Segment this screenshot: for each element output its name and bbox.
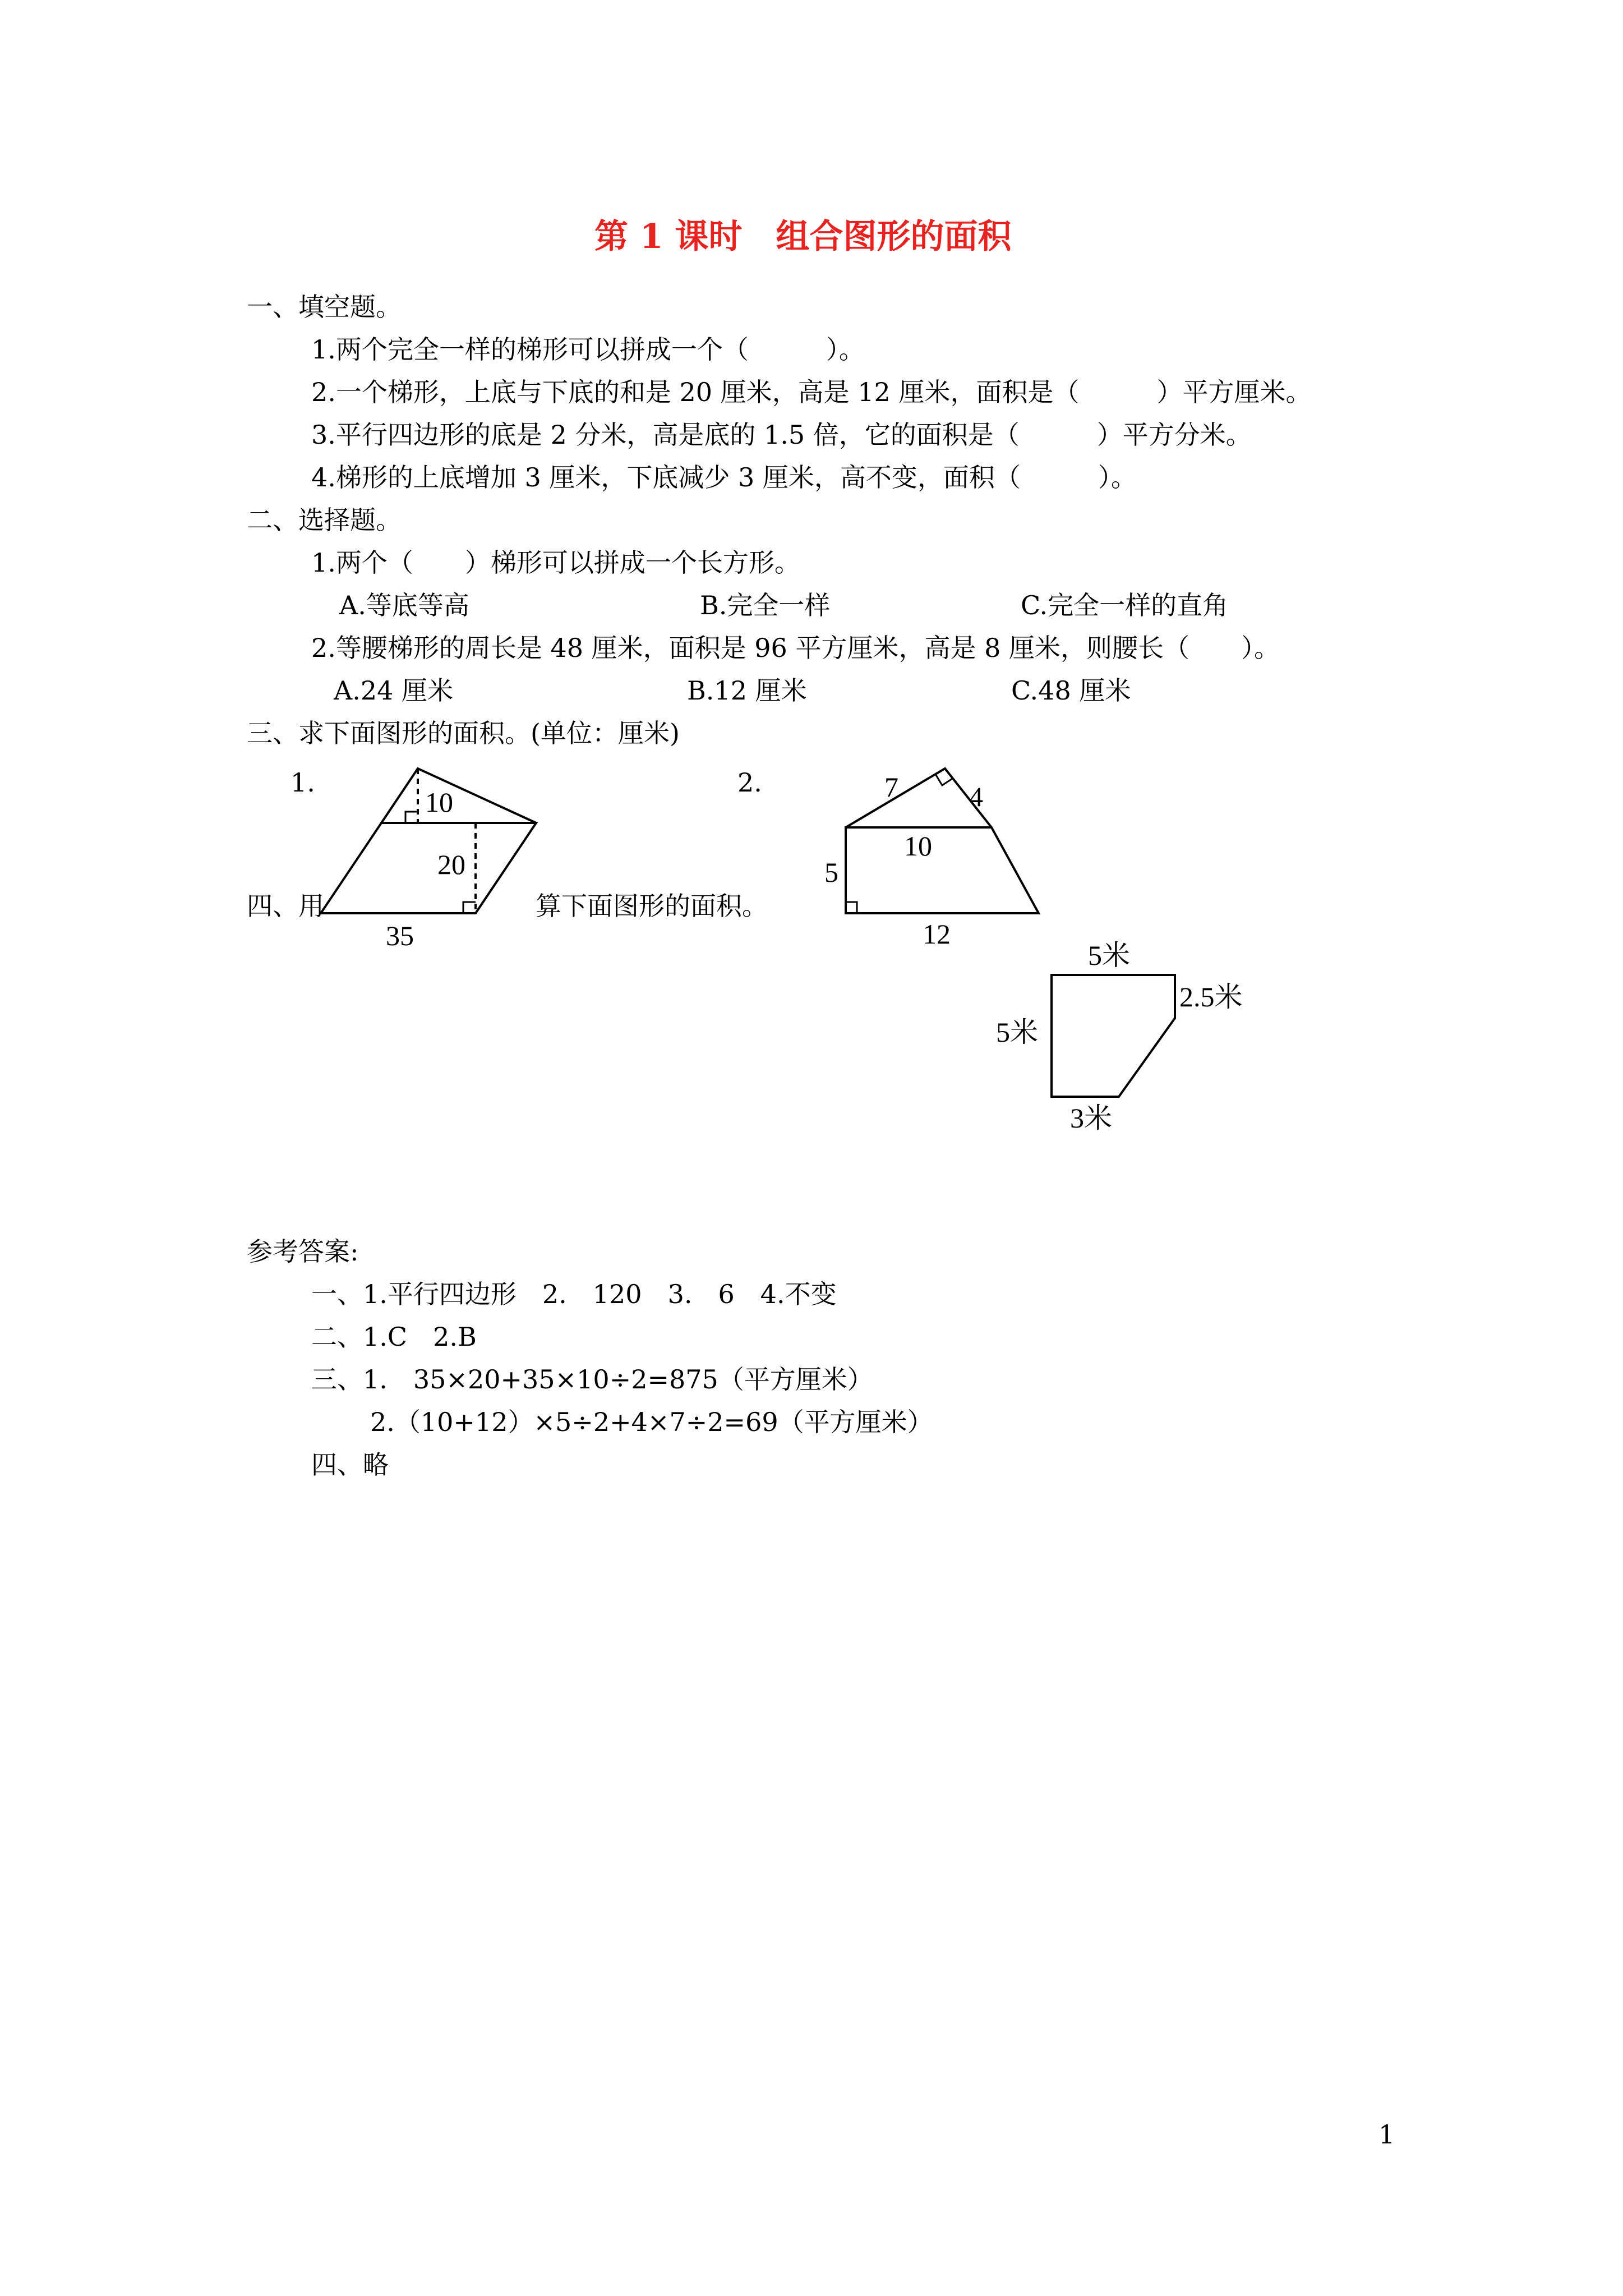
section2-q2-option-b: B.12 厘米 xyxy=(687,675,807,706)
figure2-label-leg-4: 4 xyxy=(969,781,983,812)
answers-heading: 参考答案: xyxy=(247,1236,359,1267)
section3-heading: 三、求下面图形的面积。(单位：厘米) xyxy=(247,718,680,748)
page-title: 第 1 课时 组合图形的面积 xyxy=(594,217,1012,256)
answer-section3-q2: 2.（10+12）×5÷2+4×7÷2=69（平方厘米） xyxy=(370,1407,933,1437)
section1-q4: 4.梯形的上底增加 3 厘米，下底减少 3 厘米，高不变，面积（ ）。 xyxy=(311,462,1137,493)
page-number: 1 xyxy=(1378,2119,1395,2150)
section2-q1: 1.两个（ ）梯形可以拼成一个长方形。 xyxy=(311,547,800,578)
section2-heading: 二、选择题。 xyxy=(247,505,402,535)
figure4-pentagon xyxy=(1052,975,1175,1097)
figure1-right-angle-mark-bottom xyxy=(463,902,476,913)
figure1-label-triangle-height: 10 xyxy=(425,786,453,818)
figure2-label-top-base: 10 xyxy=(904,830,932,862)
figure2-shape xyxy=(846,769,1039,913)
figure1-right-angle-mark-top xyxy=(405,812,418,823)
section1-q3: 3.平行四边形的底是 2 分米，高是底的 1.5 倍，它的面积是（ ）平方分米。 xyxy=(311,420,1252,450)
answer-section2: 二、1.C 2.B xyxy=(311,1322,477,1352)
section2-q2-option-c: C.48 厘米 xyxy=(1011,675,1131,706)
figure2-label-height: 5 xyxy=(824,857,838,888)
section1-q1: 1.两个完全一样的梯形可以拼成一个（ ）。 xyxy=(311,334,865,365)
figure1-number: 1. xyxy=(291,767,315,798)
figure1-parallelogram xyxy=(321,823,536,913)
figure4-label-right: 2.5米 xyxy=(1179,981,1243,1013)
figure1-label-base: 35 xyxy=(386,920,414,951)
section4-heading-right: 算下面图形的面积。 xyxy=(536,891,768,921)
section1-q2: 2.一个梯形，上底与下底的和是 20 厘米，高是 12 厘米，面积是（ ）平方厘米。 xyxy=(311,377,1312,407)
figure2-trapezoid xyxy=(846,827,1039,913)
figure4-label-bottom: 3米 xyxy=(1070,1102,1112,1134)
figure1-label-parallelogram-height: 20 xyxy=(437,849,465,880)
section2-q2: 2.等腰梯形的周长是 48 厘米，面积是 96 平方厘米，高是 8 厘米，则腰长（ ）。 xyxy=(311,633,1280,663)
figure2-right-angle-mark-bottom xyxy=(846,902,857,913)
answer-section3-q1: 三、1. 35×20+35×10÷2=875（平方厘米） xyxy=(311,1364,873,1395)
section4-heading-left: 四、用 xyxy=(247,891,324,921)
section2-q1-option-c: C.完全一样的直角 xyxy=(1021,590,1229,620)
section1-heading: 一、填空题。 xyxy=(247,292,402,322)
figure2-label-bottom-base: 12 xyxy=(923,918,951,950)
answer-section1: 一、1.平行四边形 2. 120 3. 6 4.不变 xyxy=(311,1279,837,1309)
figure4-label-top: 5米 xyxy=(1088,940,1130,971)
section2-q1-option-b: B.完全一样 xyxy=(700,590,831,620)
section2-q2-option-a: A.24 厘米 xyxy=(334,675,453,706)
figure2-number: 2. xyxy=(737,767,762,798)
figure2-label-leg-7: 7 xyxy=(884,771,898,803)
figure4-label-left: 5米 xyxy=(996,1016,1038,1048)
figure1-triangle xyxy=(381,769,536,823)
section2-q1-option-a: A.等底等高 xyxy=(339,590,469,620)
figure4-shape xyxy=(1052,975,1175,1097)
answer-section4: 四、略 xyxy=(311,1450,389,1480)
